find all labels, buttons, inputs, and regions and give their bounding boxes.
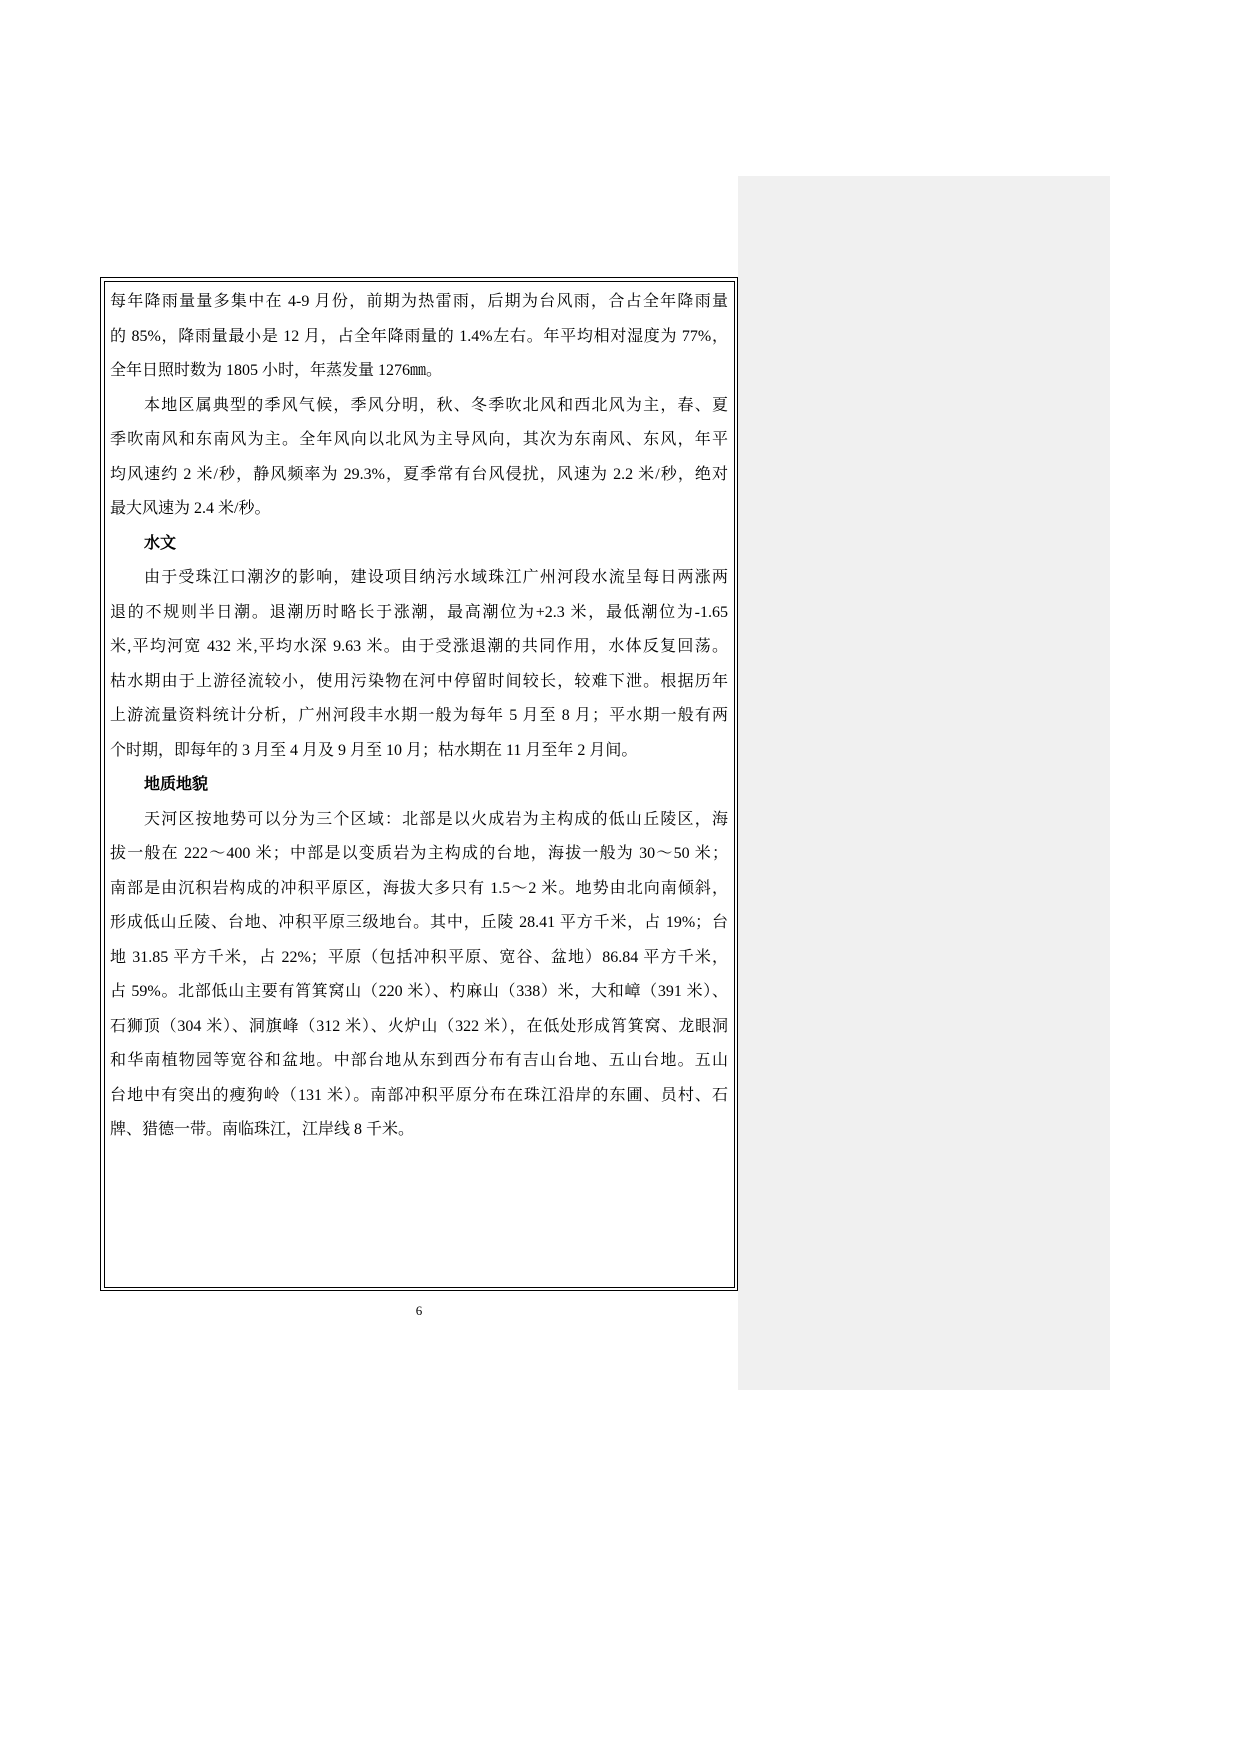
section-heading-geology: 地质地貌 [144,776,209,793]
text-line: 地 31.85 平方千米，占 22%；平原（包括冲积平原、宽谷、盆地）86.84 平方千米， [110,948,728,966]
document-body [110,285,728,1148]
text-line: 个时期，即每年的 3 月至 4 月及 9 月至 10 月；枯水期在 11 月至年 2 月间。 [110,741,638,759]
text-line: 拔一般在 222～400 米；中部是以变质岩为主构成的台地，海拔一般为 30～50 米； [110,845,728,862]
text-line: 最大风速为 2.4 米/秒。 [110,500,271,517]
text-line: 牌、猎德一带。南临珠江，江岸线 8 千米。 [110,1121,415,1138]
text-line: 退的不规则半日潮。退潮历时略长于涨潮，最高潮位为+2.3 米，最低潮位为-1.65 [110,603,728,621]
paragraph-rainfall [110,285,728,389]
text-line: 占 59%。北部低山主要有筲箕窝山（220 米）、杓麻山（338）米，大和嶂（391 米）、 [110,983,728,1000]
text-line: 石狮顶（304 米）、洞旗峰（312 米）、火炉山（322 米），在低处形成筲箕窝、龙眼洞 [110,1017,728,1035]
text-line: 由于受珠江口潮汐的影响，建设项目纳污水域珠江广州河段水流呈每日两涨两 [144,569,728,586]
text-line: 本地区属典型的季风气候，季风分明，秋、冬季吹北风和西北风为主，春、夏 [144,396,728,414]
text-line: 台地中有突出的瘦狗岭（131 米）。南部冲积平原分布在珠江沿岸的东圃、员村、石 [110,1086,728,1104]
text-line: 和华南植物园等宽谷和盆地。中部台地从东到西分布有吉山台地、五山台地。五山 [110,1052,728,1069]
text-line: 形成低山丘陵、台地、冲积平原三级地台。其中，丘陵 28.41 平方千米，占 19%；台 [110,914,728,931]
text-line: 米,平均河宽 432 米,平均水深 9.63 米。由于受涨退潮的共同作用，水体反复回荡。 [110,638,728,655]
comment-pane [738,176,1110,1390]
paragraph-hydrology [110,561,728,768]
section-heading-hydrology: 水文 [144,534,177,552]
text-line: 天河区按地势可以分为三个区域：北部是以火成岩为主构成的低山丘陵区，海 [144,810,728,828]
text-line: 上游流量资料统计分析，广州河段丰水期一般为每年 5 月至 8 月；平水期一般有两 [110,707,728,724]
text-line: 均风速约 2 米/秒，静风频率为 29.3%，夏季常有台风侵扰，风速为 2.2 米/秒，绝对 [110,465,728,483]
text-line: 枯水期由于上游径流较小，使用污染物在河中停留时间较长，较难下泄。根据历年 [110,672,728,690]
text-line: 的 85%，降雨量最小是 12 月，占全年降雨量的 1.4%左右。年平均相对湿度为 77%， [110,327,728,345]
text-line: 季吹南风和东南风为主。全年风向以北风为主导风向，其次为东南风、东风，年平 [110,431,728,448]
paragraph-geology [110,803,728,1148]
paragraph-wind [110,389,728,527]
text-line: 全年日照时数为 1805 小时，年蒸发量 1276㎜。 [110,362,443,379]
page-number: 6 [415,1303,423,1318]
text-line: 每年降雨量量多集中在 4-9 月份，前期为热雷雨，后期为台风雨，合占全年降雨量 [110,293,728,310]
text-line: 南部是由沉积岩构成的冲积平原区，海拔大多只有 1.5～2 米。地势由北向南倾斜， [110,879,728,897]
